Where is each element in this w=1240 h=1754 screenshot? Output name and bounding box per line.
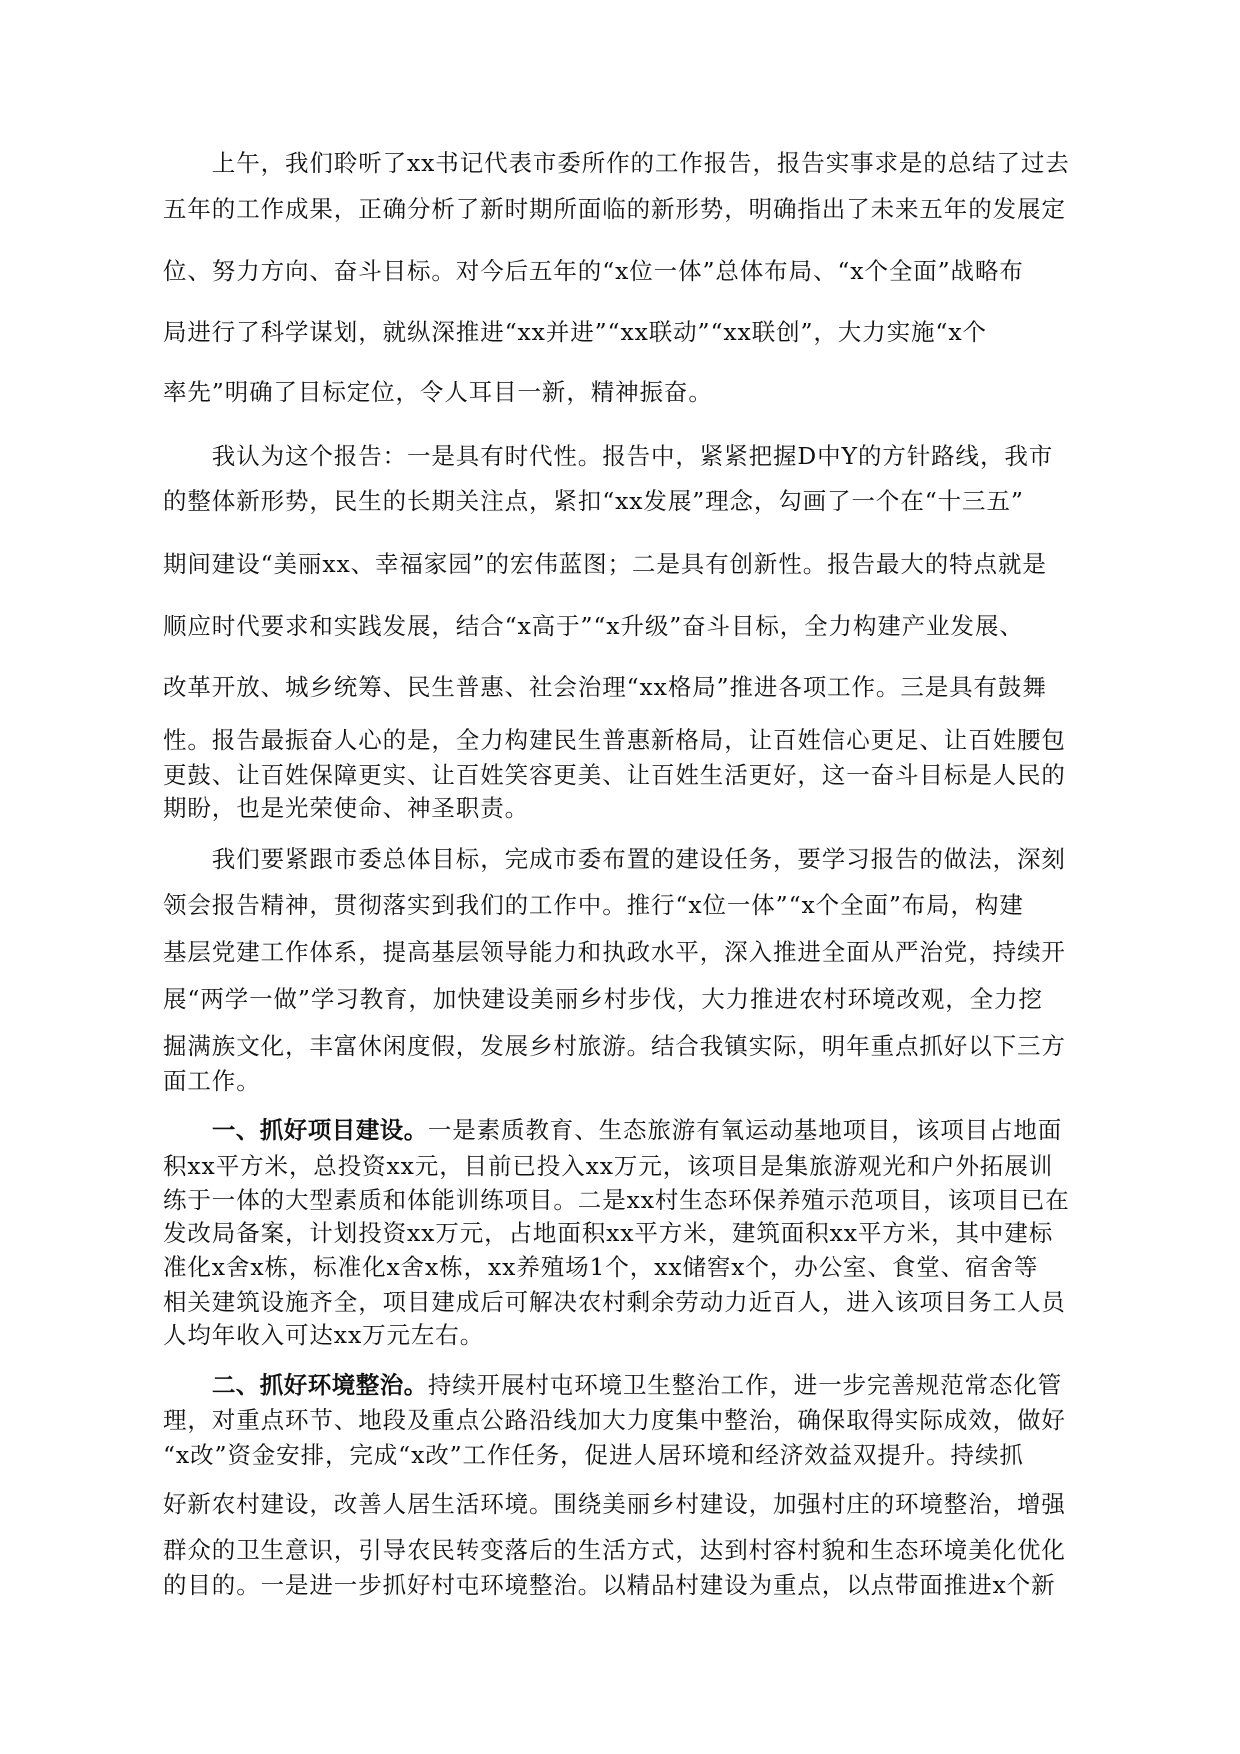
section-2-line-2: 理，对重点环节、地段及重点公路沿线加大力度集中整治，确保取得实际成效，做好 <box>163 1406 1066 1434</box>
paragraph-2-line-8: 期盼，也是光荣使命、神圣职责。 <box>163 794 529 822</box>
paragraph-2-line-1: 我认为这个报告：一是具有时代性。报告中，紧紧把握D中Y的方针路线，我市 <box>163 442 1054 470</box>
paragraph-2-line-6: 性。报告最振奋人心的是，全力构建民生普惠新格局，让百姓信心更足、让百姓腰包 <box>163 726 1066 754</box>
paragraph-2-line-3: 期间建设“美丽xx、幸福家园”的宏伟蓝图；二是具有创新性。报告最大的特点就是 <box>163 550 1047 578</box>
paragraph-1-line-3: 位、努力方向、奋斗目标。对今后五年的“x位一体”总体布局、“x个全面”战略布 <box>163 257 1024 285</box>
section-2-line-3: “x改”资金安排，完成“x改”工作任务，促进人居环境和经济效益双提升。持续抓 <box>163 1441 1024 1469</box>
section-2-line-5: 群众的卫生意识，引导农民转变落后的生活方式，达到村容村貌和生态环境美化优化 <box>163 1536 1066 1564</box>
paragraph-2-line-4: 顺应时代要求和实践发展，结合“x高于”“x升级”奋斗目标，全力构建产业发展、 <box>163 612 1024 640</box>
section-1-line-7: 人均年收入可达xx万元左右。 <box>163 1321 485 1349</box>
paragraph-1-line-5: 率先”明确了目标定位，令人耳目一新，精神振奋。 <box>163 378 713 406</box>
paragraph-2-line-5: 改革开放、城乡统筹、民生普惠、社会治理“xx格局”推进各项工作。三是具有鼓舞 <box>163 673 1047 701</box>
section-1-line-6: 相关建筑设施齐全，项目建成后可解决农村剩余劳动力近百人，进入该项目务工人员 <box>163 1288 1066 1316</box>
section-2-line-4: 好新农村建设，改善人居生活环境。围绕美丽乡村建设，加强村庄的环境整治，增强 <box>163 1490 1066 1518</box>
section-1-line-5: 准化x舍x栋，标准化x舍x栋，xx养殖场1个，xx储窖x个，办公室、食堂、宿舍等 <box>163 1253 1039 1281</box>
paragraph-1-line-2: 五年的工作成果，正确分析了新时期所面临的新形势，明确指出了未来五年的发展定 <box>163 195 1066 223</box>
paragraph-3-line-2: 领会报告精神，贯彻落实到我们的工作中。推行“x位一体”“x个全面”布局，构建 <box>163 891 1024 919</box>
paragraph-1-line-4: 局进行了科学谋划，就纵深推进“xx并进”“xx联动”“xx联创”，大力实施“x个 <box>163 318 987 346</box>
paragraph-3-line-4: 展“两学一做”学习教育，加快建设美丽乡村步伐，大力推进农村环境改观，全力挖 <box>163 985 1043 1013</box>
section-1-line-1-text: 一是素质教育、生态旅游有氧运动基地项目，该项目占地面 <box>427 1116 1063 1144</box>
section-2-line-1-text: 持续开展村屯环境卫生整治工作，进一步完善规范常态化管 <box>427 1371 1063 1399</box>
paragraph-2-line-2: 的整体新形势，民生的长期关注点，紧扣“xx发展”理念，勾画了一个在“十三五” <box>163 487 1024 515</box>
section-1-line-3: 练于一体的大型素质和体能训练项目。二是xx村生态环保养殖示范项目，该项目已在 <box>163 1186 1070 1214</box>
section-1-line-2: 积xx平方米，总投资xx元，目前已投入xx万元，该项目是集旅游观光和户外拓展训 <box>163 1152 1054 1180</box>
section-2-line-6: 的目的。一是进一步抓好村屯环境整治。以精品村建设为重点，以点带面推进x个新 <box>163 1571 1056 1599</box>
section-1-line-4: 发改局备案，计划投资xx万元，占地面积xx平方米，建筑面积xx平方米，其中建标 <box>163 1219 1054 1247</box>
section-1-heading: 一、抓好项目建设。 <box>211 1116 428 1144</box>
section-2-heading: 二、抓好环境整治。 <box>211 1371 428 1399</box>
section-2-line-1 <box>163 1370 1083 1400</box>
paragraph-2-line-7: 更鼓、让百姓保障更实、让百姓笑容更美、让百姓生活更好，这一奋斗目标是人民的 <box>163 761 1066 789</box>
paragraph-1-line-1: 上午，我们聆听了xx书记代表市委所作的工作报告，报告实事求是的总结了过去 <box>163 149 1070 177</box>
paragraph-3-line-6: 面工作。 <box>163 1067 261 1095</box>
section-1-line-1 <box>163 1115 1083 1145</box>
paragraph-3-line-1: 我们要紧跟市委总体目标，完成市委布置的建设任务，要学习报告的做法，深刻 <box>163 845 1066 873</box>
paragraph-3-line-5: 掘满族文化，丰富休闲度假，发展乡村旅游。结合我镇实际，明年重点抓好以下三方 <box>163 1032 1066 1060</box>
paragraph-3-line-3: 基层党建工作体系，提高基层领导能力和执政水平，深入推进全面从严治党，持续开 <box>163 938 1066 966</box>
